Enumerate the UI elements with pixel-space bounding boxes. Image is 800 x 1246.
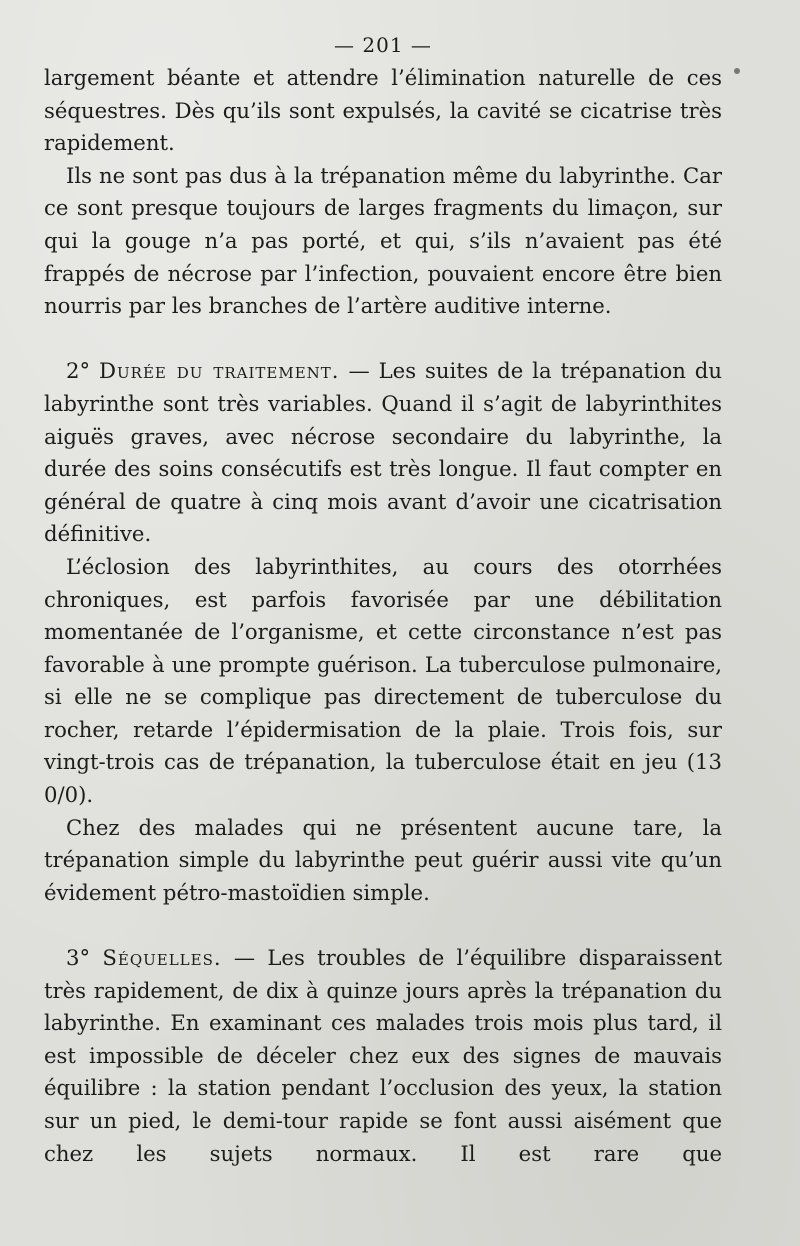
section-body: — Les troubles de l’équilibre disparaissent très rapidement, de dix à quinze jours après la trépanation du labyrinthe. En examinant ces malades trois mois plus tard, il est impossible de déceler chez eux des signes de mauvais équilibre : la station pendant l’occlusion des yeux, la station sur un pied, le demi-tour rapide se font aussi aisément que chez les sujets normaux. Il est rare que bbox=[44, 945, 723, 1166]
page-number: — 201 — bbox=[334, 33, 432, 57]
section-sequelles bbox=[44, 942, 722, 1170]
section-gap bbox=[44, 323, 722, 356]
section-heading: Séquelles. bbox=[102, 945, 222, 971]
paragraph-malades-sans-tare: Chez des malades qui ne présentent aucune tare, la trépanation simple du labyrinthe peut guérir aussi vite qu’un évidement pétro-mastoïdien simple. bbox=[44, 814, 722, 905]
paragraph-trepanation-cause: Ils ne sont pas dus à la trépanation même du labyrinthe. Car ce sont presque toujours de larges fragments du limaçon, sur qui la gouge n’a pas porté, et qui, s’ils n’avaient pas été frappés de nécrose par l’infection, pouvaient encore être bien nourris par les branches de l’artère auditive interne. bbox=[44, 162, 722, 319]
paragraph-eclosion: L’éclosion des labyrinthites, au cours des otorrhées chroniques, est parfois favorisée par une débilitation momentanée de l’organisme, et cette circonstance n’est pas favorable à une prompte guérison. La tuberculose pulmonaire, si elle ne se complique pas directement de tuberculose du rocher, retarde l’épidermisation de la plaie. Trois fois, sur vingt-trois cas de trépanation, la tuberculose était en jeu (13 0/0). bbox=[44, 553, 722, 808]
section-heading: Durée du traitement. bbox=[99, 358, 340, 384]
section-gap bbox=[44, 909, 722, 942]
section-body: — Les suites de la trépanation du labyrinthe sont très variables. Quand il s’agit de labyrinthites aiguës graves, avec nécrose secondaire du labyrinthe, la durée des soins consécutifs est très longue. Il faut compter en général de quatre à cinq mois avant d’avoir une cicatrisation définitive. bbox=[44, 358, 722, 547]
section-number: 3° bbox=[66, 945, 103, 971]
paragraph-sequestres: largement béante et attendre l’élimination naturelle de ces séquestres. Dès qu’ils sont expulsés, la cavité se cicatrise très rapidement. bbox=[44, 65, 722, 156]
ink-speck bbox=[734, 68, 740, 74]
section-number: 2° bbox=[66, 358, 100, 384]
section-duree-traitement bbox=[44, 355, 722, 551]
